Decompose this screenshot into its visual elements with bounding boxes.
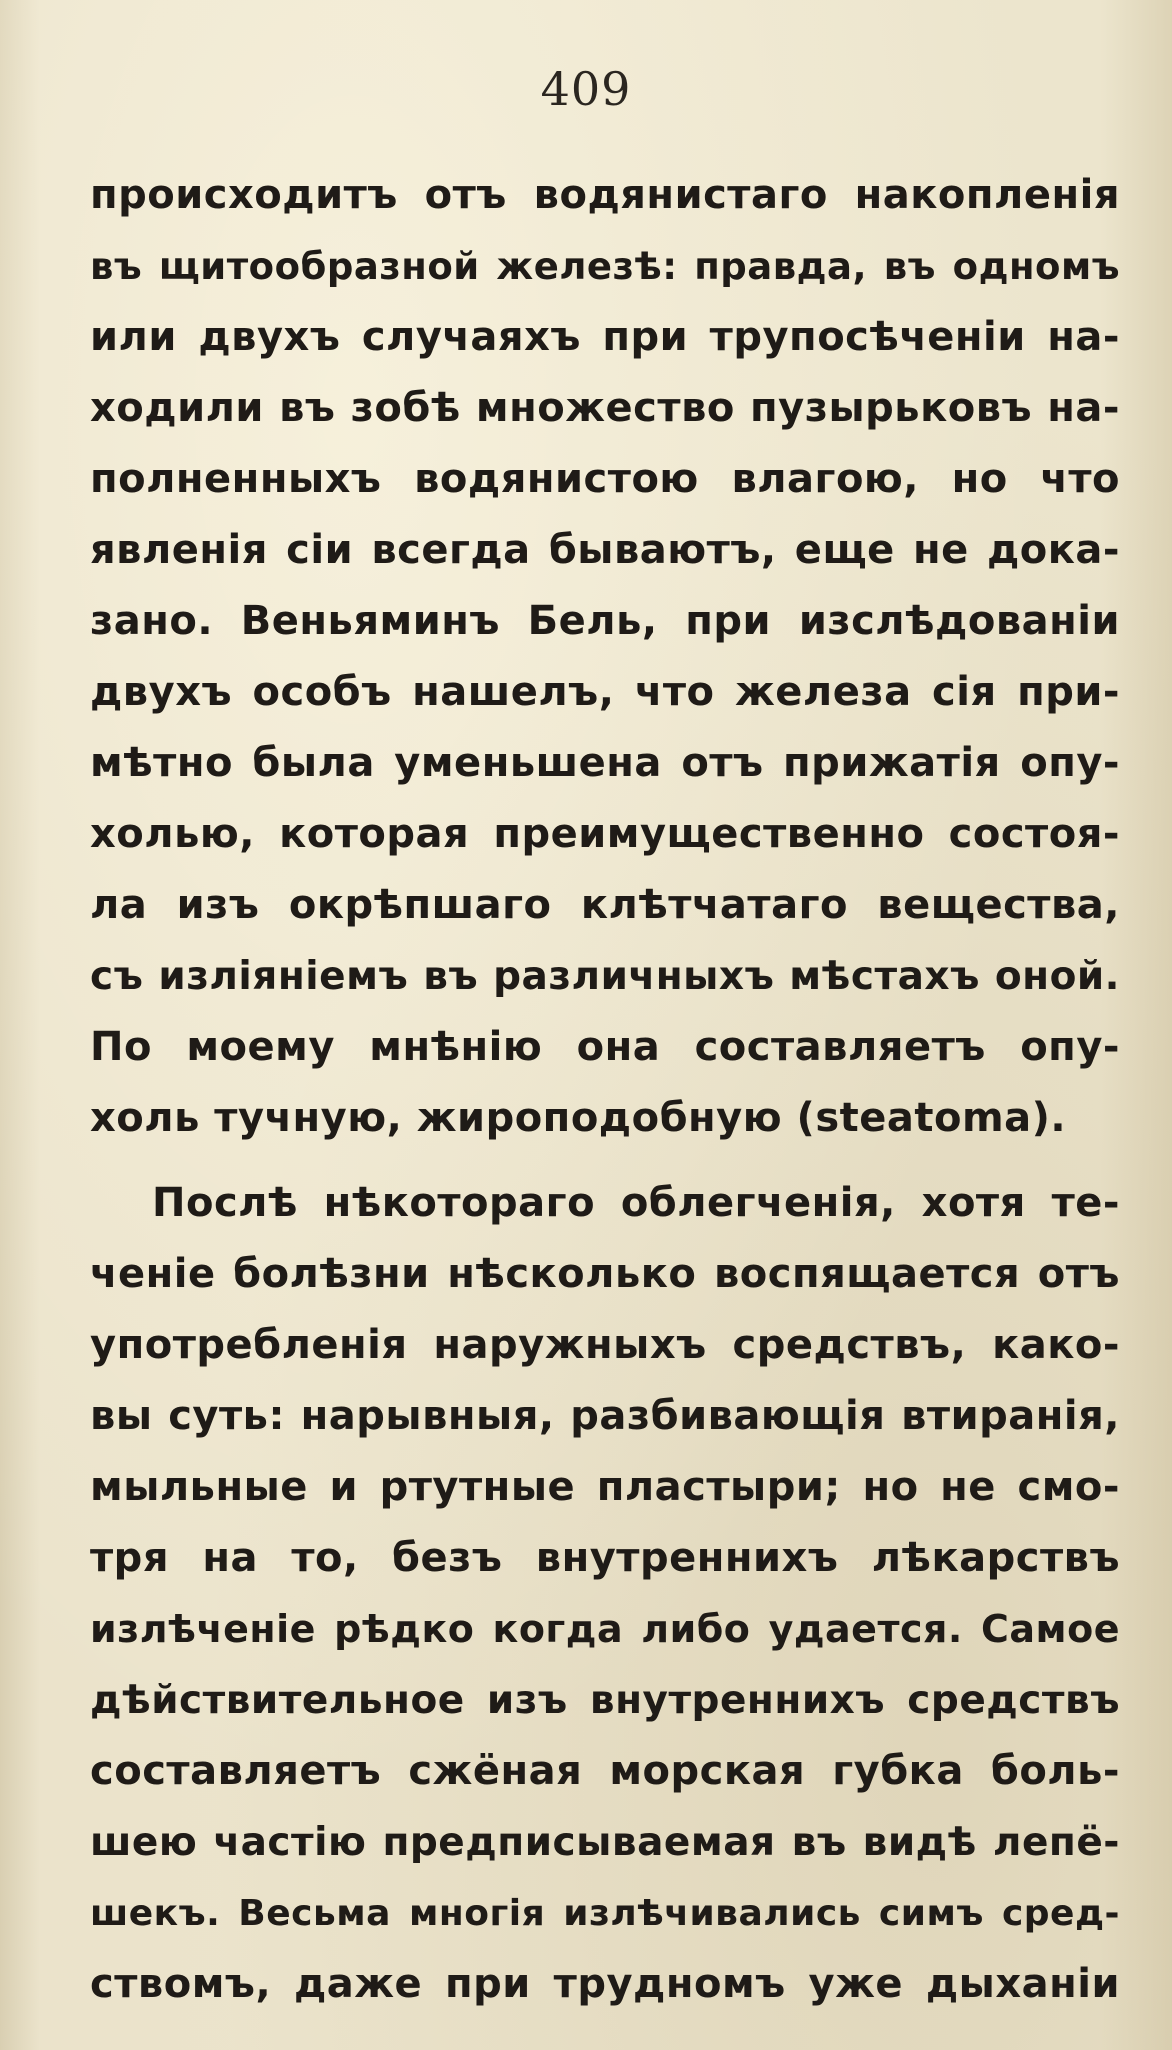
text-line: излѣченіе рѣдко когда либо удается. Самое bbox=[90, 1607, 1120, 1651]
text-line: ходили въ зобѣ множество пузырьковъ на- bbox=[90, 385, 1120, 431]
text-line: мѣтно была уменьшена отъ прижатія опу- bbox=[90, 740, 1120, 786]
body-text bbox=[90, 160, 1120, 2020]
text-line: въ щитообразной железѣ: правда, въ одномъ bbox=[90, 245, 1120, 288]
text-line: зано. Веньяминъ Бель, при изслѣдованіи bbox=[90, 598, 1120, 644]
text-line: Послѣ нѣкотораго облегченія, хотя те- bbox=[152, 1180, 1120, 1226]
text-line: тря на то, безъ внутреннихъ лѣкарствъ bbox=[90, 1535, 1120, 1581]
text-line: дѣйствительное изъ внутреннихъ средствъ bbox=[90, 1678, 1120, 1723]
text-line: ченіе болѣзни нѣсколько воспящается отъ bbox=[90, 1251, 1120, 1297]
text-line: шею частію предписываемая въ видѣ лепё- bbox=[90, 1820, 1120, 1865]
text-line: холь тучную, жироподобную (steatoma). bbox=[90, 1095, 1067, 1141]
paragraph-2 bbox=[90, 1168, 1120, 2020]
text-line: или двухъ случаяхъ при трупосѣченіи на- bbox=[90, 314, 1120, 360]
text-line: ствомъ, даже при трудномъ уже дыханіи bbox=[90, 1961, 1120, 2007]
text-line: полненныхъ водянистою влагою, но что bbox=[90, 456, 1120, 502]
text-line: холью, которая преимущественно состоя- bbox=[90, 811, 1120, 857]
paragraph-1 bbox=[90, 160, 1120, 1154]
text-line: По моему мнѣнію она составляетъ опу- bbox=[90, 1024, 1120, 1070]
text-line: шекъ. Весьма многія излѣчивались симъ сред- bbox=[90, 1893, 1120, 1934]
text-line: употребленія наружныхъ средствъ, како- bbox=[90, 1322, 1120, 1368]
text-line: съ изліяніемъ въ различныхъ мѣстахъ оной. bbox=[90, 954, 1120, 999]
text-line: явленія сіи всегда бываютъ, еще не дока- bbox=[90, 527, 1120, 573]
text-line: двухъ особъ нашелъ, что железа сія при- bbox=[90, 669, 1120, 715]
text-line: ла изъ окрѣпшаго клѣтчатаго вещества, bbox=[90, 882, 1120, 928]
text-line: мыльные и ртутные пластыри; но не смо- bbox=[90, 1464, 1120, 1510]
page-number: 409 bbox=[540, 62, 632, 116]
text-line: происходитъ отъ водянистаго накопленія bbox=[90, 172, 1120, 218]
text-line: вы суть: нарывныя, разбивающія втиранія, bbox=[90, 1393, 1120, 1439]
text-line: составляетъ сжёная морская губка боль- bbox=[90, 1748, 1120, 1794]
